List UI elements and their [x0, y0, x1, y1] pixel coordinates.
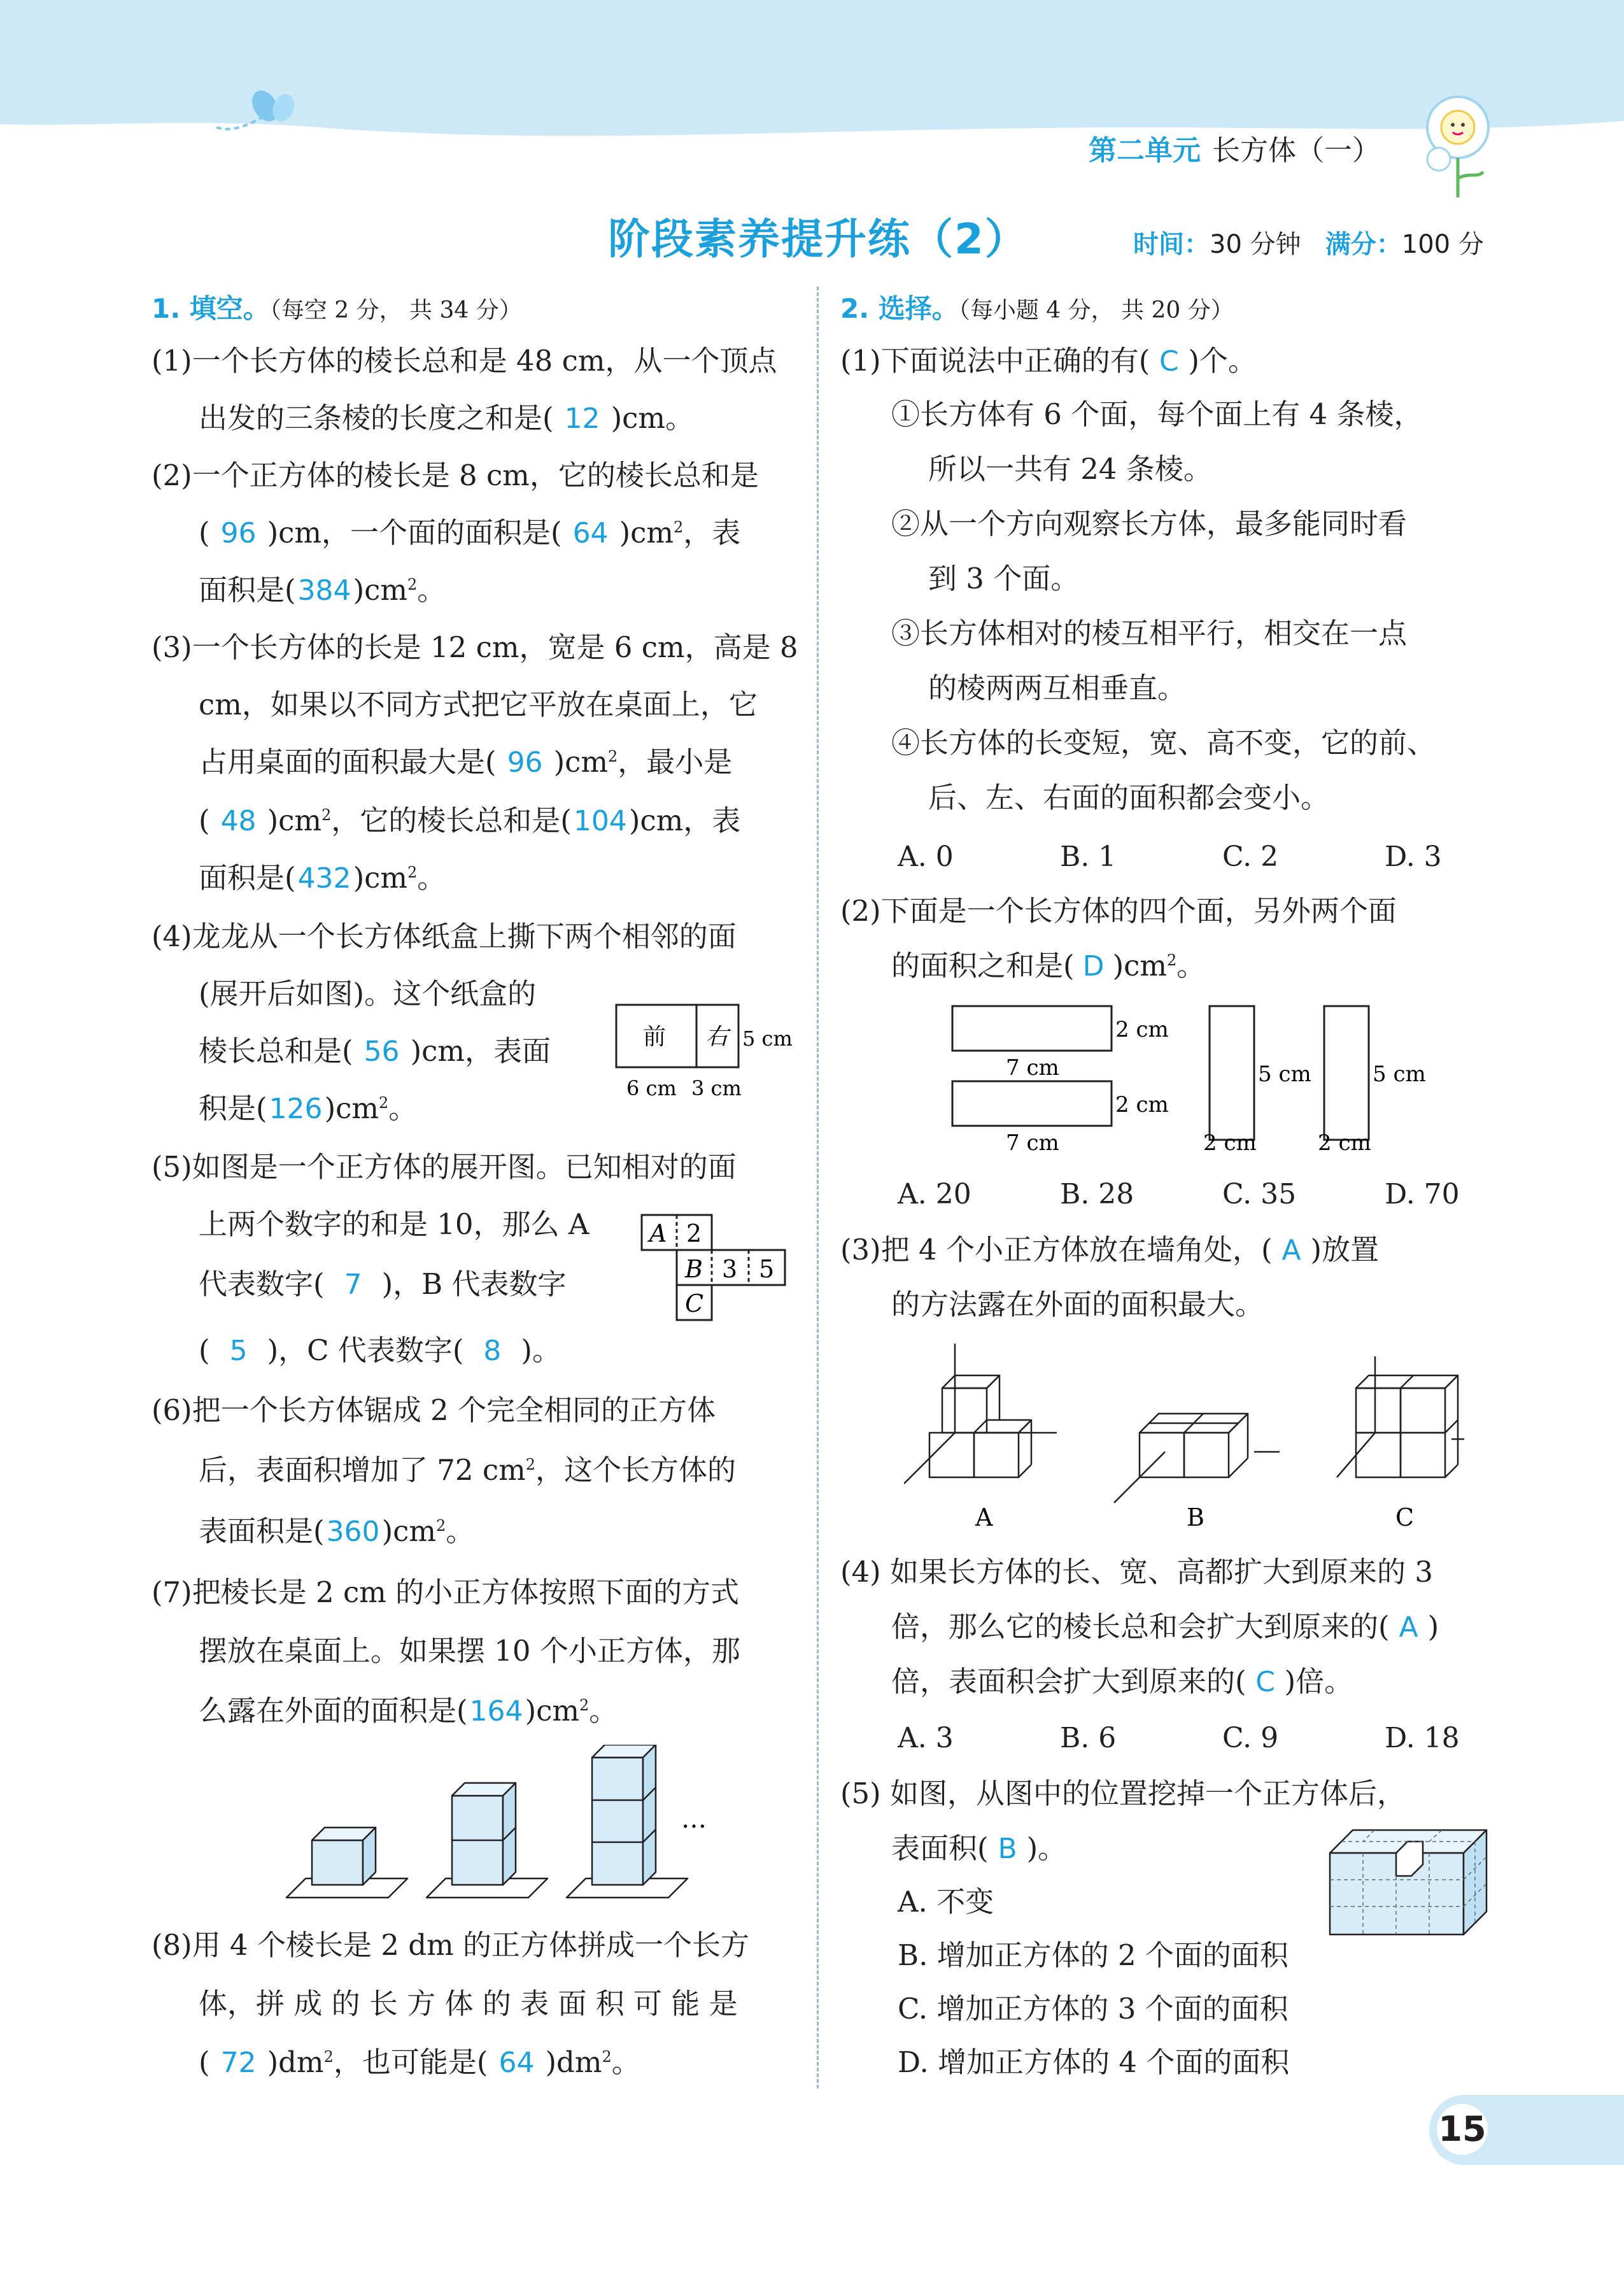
s1-q6-line3: 表面积是$(360)cm^2$。 [199, 1514, 475, 1548]
answer-blank[interactable]: C [1159, 345, 1179, 378]
net-face-3: 3 [722, 1255, 738, 1283]
net-face-A: A [649, 1219, 667, 1247]
s1-q5-line2: 上两个数字的和是 10，那么 A [199, 1207, 590, 1241]
s1-q2-line2: ( 96 )cm，一个面的面积是( 64 )$cm^2$，表 [199, 516, 741, 550]
corner-cubes-figure [904, 1337, 1464, 1535]
option-c[interactable]: C. 35 [1222, 1178, 1297, 1210]
page-number-tab [1429, 2095, 1624, 2165]
net-face-C: C [685, 1289, 704, 1317]
option-c[interactable]: C. 9 [1222, 1722, 1279, 1754]
s2-q4-line1: (4) 如果长方体的长、宽、高都扩大到原来的 3 [840, 1555, 1433, 1589]
height-label: 5 cm [742, 1026, 793, 1051]
s2-q5-line2: 表面积( B )。 [891, 1831, 1067, 1865]
answer-blank[interactable]: 72 [220, 2047, 257, 2079]
page-title: 阶段素养提升练（2） [608, 215, 1028, 264]
section1-heading: 1. 填空。（每空 2 分， 共 34 分） [152, 293, 522, 324]
section2-heading: 2. 选择。（每小题 4 分， 共 20 分） [840, 293, 1234, 324]
unit-title: 长方体（一） [1212, 134, 1380, 167]
net-face-5: 5 [759, 1255, 775, 1283]
s2-q2-options [898, 1178, 1460, 1210]
s1-q7-line2: 摆放在桌面上。如果摆 10 个小正方体，那 [199, 1634, 740, 1668]
s2-q1-stmt3b: 的棱两两互相垂直。 [928, 671, 1187, 705]
s1-q2-line3: 面积是$(384)cm^2$。 [199, 573, 446, 607]
s1-q4-line2: (展开后如图)。这个纸盒的 [199, 977, 537, 1011]
box-faces-figure [611, 1000, 815, 1108]
answer-blank[interactable]: B [998, 1833, 1017, 1865]
s2-q2-line2: 的面积之和是( D )$cm^2$。 [891, 949, 1206, 983]
s1-q8-line1: (8)用 4 个棱长是 2 dm 的正方体拼成一个长方 [152, 1928, 750, 1962]
s2-q1-stmt2b: 到 3 个面。 [928, 562, 1080, 595]
s2-q1-stmt4a: ④长方体的长变短，宽、高不变，它的前、 [891, 726, 1436, 760]
s1-q4-line4: 积是$(126)cm^2$。 [199, 1091, 418, 1125]
answer-blank[interactable]: 432 [297, 862, 351, 895]
answer-blank[interactable]: 96 [220, 517, 257, 550]
s2-q1-stmt3a: ③长方体相对的棱互相平行，相交在一点 [891, 616, 1408, 650]
option-label-c: C [1395, 1503, 1415, 1531]
s2-q1-line1: (1)下面说法中正确的有( C )个。 [840, 344, 1257, 378]
s1-q7-line3: 么露在外面的面积是$(164)cm^2$。 [199, 1694, 618, 1728]
answer-blank[interactable]: 7 [344, 1268, 362, 1301]
right-label: 右 [705, 1024, 729, 1050]
s1-q1-line2: 出发的三条棱的长度之和是( 12 )cm。 [199, 401, 694, 435]
option-b[interactable]: B. 6 [1060, 1722, 1117, 1754]
answer-blank[interactable]: 56 [364, 1035, 400, 1068]
face3-height: 5 cm [1258, 1061, 1311, 1087]
s2-q5-optA[interactable]: A. 不变 [898, 1885, 994, 1919]
s1-q3-line5: 面积是$(432)cm^2$。 [199, 861, 446, 895]
answer-blank[interactable]: C [1255, 1666, 1275, 1698]
answer-blank[interactable]: 360 [326, 1516, 380, 1548]
width2-label: 3 cm [691, 1076, 742, 1100]
s1-q5-line4: ( 5 )，C 代表数字( 8 )。 [199, 1333, 561, 1367]
stacked-cubes-figure [280, 1745, 738, 1904]
s1-q6-line2: 后，表面积增加了 72 $cm^2$，这个长方体的 [199, 1453, 737, 1487]
option-b[interactable]: B. 1 [1060, 841, 1117, 873]
s2-q2-line1: (2)下面是一个长方体的四个面，另外两个面 [840, 894, 1397, 928]
page-number: 15 [1437, 2104, 1488, 2155]
s2-q3-line2: 的方法露在外面的面积最大。 [891, 1288, 1264, 1321]
face4-width: 2 cm [1318, 1130, 1371, 1156]
answer-blank[interactable]: A [1282, 1234, 1301, 1267]
answer-blank[interactable]: 104 [573, 805, 627, 837]
s2-q1-options [898, 841, 1442, 873]
s2-q3-line1: (3)把 4 个小正方体放在墙角处，( A )放置 [840, 1233, 1380, 1267]
face2-height: 2 cm [1115, 1092, 1169, 1118]
s1-q8-line2: 体，拼 成 的 长 方 体 的 表 面 积 可 能 是 [199, 1987, 738, 2020]
answer-blank[interactable]: 96 [507, 746, 543, 779]
s1-q3-line1: (3)一个长方体的长是 12 cm，宽是 6 cm，高是 8 [152, 630, 798, 664]
s2-q5-optB[interactable]: B. 增加正方体的 2 个面的面积 [898, 1938, 1289, 1972]
s1-q7-line1: (7)把棱长是 2 cm 的小正方体按照下面的方式 [152, 1575, 740, 1609]
s2-q1-stmt1b: 所以一共有 24 条棱。 [928, 452, 1212, 486]
s2-q4-line2: 倍，那么它的棱长总和会扩大到原来的( A ) [891, 1610, 1439, 1644]
answer-blank[interactable]: 5 [229, 1335, 248, 1367]
s2-q4-line3: 倍，表面积会扩大到原来的( C )倍。 [891, 1665, 1353, 1698]
s1-q2-line1: (2)一个正方体的棱长是 8 cm，它的棱长总和是 [152, 458, 759, 492]
s2-q1-stmt2a: ②从一个方向观察长方体，最多能同时看 [891, 507, 1408, 541]
ellipsis: … [681, 1805, 707, 1834]
option-d[interactable]: D. 3 [1385, 841, 1442, 873]
s1-q6-line1: (6)把一个长方体锯成 2 个完全相同的正方体 [152, 1393, 716, 1427]
option-a[interactable]: A. 20 [898, 1178, 971, 1210]
cuboid-with-notch-figure [1327, 1821, 1499, 1942]
s1-q3-line2: cm，如果以不同方式把它平放在桌面上，它 [199, 688, 758, 721]
s2-q5-optC[interactable]: C. 增加正方体的 3 个面的面积 [898, 1992, 1289, 2026]
front-label: 前 [643, 1024, 667, 1050]
answer-blank[interactable]: 64 [572, 517, 609, 550]
cube-net-figure [637, 1210, 808, 1337]
s1-q5-line1: (5)如图是一个正方体的展开图。已知相对的面 [152, 1150, 737, 1184]
option-d[interactable]: D. 70 [1385, 1178, 1460, 1210]
s1-q3-line4: ( 48 )$cm^2$，它的棱长总和是(104)cm，表 [199, 804, 741, 837]
answer-blank[interactable]: 12 [564, 402, 600, 435]
s2-q5-line1: (5) 如图，从图中的位置挖掉一个正方体后， [840, 1777, 1406, 1810]
header-background [0, 0, 1624, 210]
answer-blank[interactable]: 164 [469, 1695, 523, 1728]
option-label-b: B [1187, 1503, 1204, 1531]
s2-q1-stmt1a: ①长方体有 6 个面，每个面上有 4 条棱， [891, 397, 1423, 431]
four-faces-figure [942, 1000, 1464, 1159]
answer-blank[interactable]: 384 [297, 574, 351, 607]
net-face-2: 2 [686, 1219, 702, 1247]
face1-length: 7 cm [1006, 1055, 1059, 1081]
s1-q4-line3: 棱长总和是( 56 )cm，表面 [199, 1034, 551, 1068]
time-score-info: 时间：30 分钟 满分：100 分 [1133, 230, 1484, 259]
s1-q1-line1: (1)一个长方体的棱长总和是 48 cm，从一个顶点 [152, 344, 777, 378]
unit-label: 第二单元 [1089, 134, 1201, 167]
width1-label: 6 cm [626, 1076, 677, 1100]
s1-q8-line3: ( 72 )$dm^2$，也可能是( 64 )$dm^2$。 [199, 2045, 640, 2079]
option-a[interactable]: A. 3 [898, 1722, 954, 1754]
option-a[interactable]: A. 0 [898, 841, 954, 873]
option-c[interactable]: C. 2 [1222, 841, 1279, 873]
face4-height: 5 cm [1373, 1061, 1426, 1087]
s1-q3-line3: 占用桌面的面积最大是( 96 )$cm^2$，最小是 [199, 745, 733, 779]
face2-length: 7 cm [1006, 1130, 1059, 1156]
answer-blank[interactable]: D [1082, 950, 1105, 983]
option-b[interactable]: B. 28 [1060, 1178, 1134, 1210]
answer-blank[interactable]: 8 [483, 1335, 502, 1367]
s1-q5-line3: 代表数字( 7 )，B 代表数字 [199, 1267, 567, 1301]
answer-blank[interactable]: A [1399, 1611, 1418, 1644]
net-face-B: B [685, 1255, 703, 1283]
s1-q4-line1: (4)龙龙从一个长方体纸盒上撕下两个相邻的面 [152, 919, 737, 953]
option-label-a: A [975, 1503, 993, 1531]
answer-blank[interactable]: 126 [269, 1093, 323, 1125]
answer-blank[interactable]: 48 [220, 805, 257, 837]
unit-header [1089, 127, 1380, 168]
flower-icon [1427, 97, 1488, 197]
column-divider [817, 287, 819, 2089]
s2-q1-stmt4b: 后、左、右面的面积都会变小。 [928, 781, 1330, 814]
s2-q4-options [898, 1722, 1460, 1754]
option-d[interactable]: D. 18 [1385, 1722, 1460, 1754]
face3-width: 2 cm [1203, 1130, 1257, 1156]
face1-height: 2 cm [1115, 1017, 1169, 1042]
answer-blank[interactable]: 64 [498, 2047, 535, 2079]
s2-q5-optD[interactable]: D. 增加正方体的 4 个面的面积 [898, 2045, 1290, 2079]
